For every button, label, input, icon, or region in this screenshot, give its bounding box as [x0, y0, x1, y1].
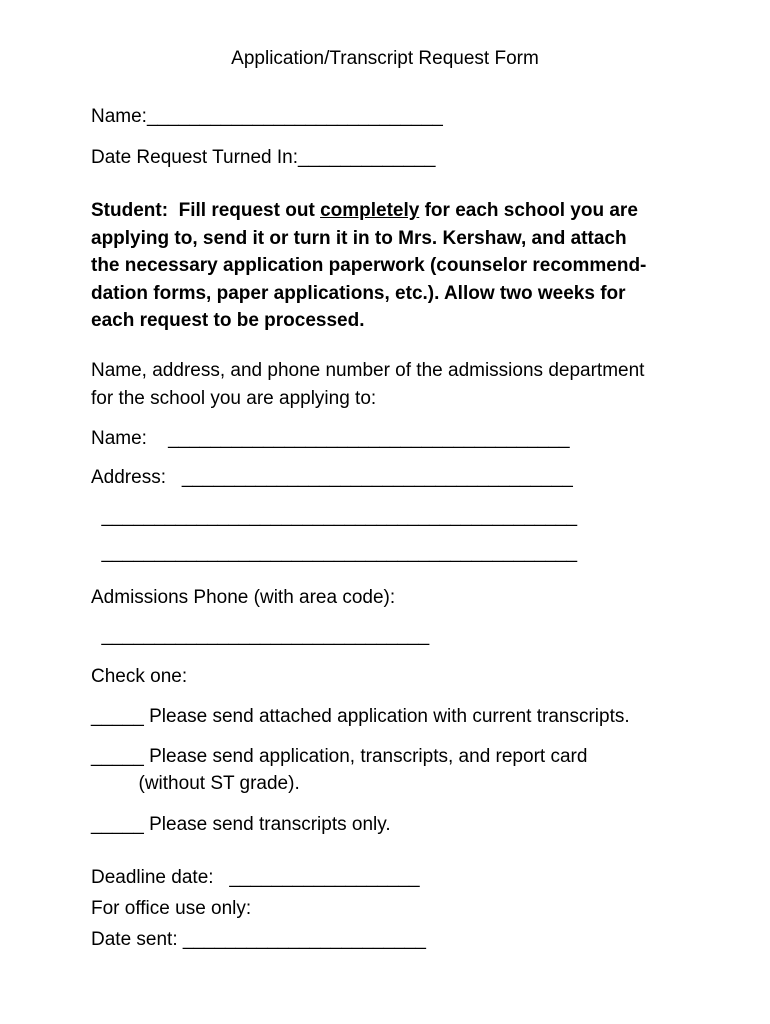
- address-field-2[interactable]: _____________________________________________: [91, 506, 578, 527]
- address-field-3[interactable]: _____________________________________________: [91, 542, 578, 563]
- instructions-prefix: Student: Fill request out: [91, 200, 321, 221]
- option-2-line-2: (without ST grade).: [91, 773, 300, 794]
- date-turned-in-field[interactable]: Date Request Turned In:_____________: [91, 147, 436, 168]
- check-one-label: Check one:: [91, 666, 188, 687]
- deadline-field[interactable]: Deadline date: __________________: [91, 867, 420, 888]
- office-use-label: For office use only:: [91, 898, 252, 919]
- option-3[interactable]: _____ Please send transcripts only.: [91, 814, 391, 835]
- school-name-field[interactable]: Name: ______________________________________: [91, 428, 570, 449]
- name-field[interactable]: Name:____________________________: [91, 106, 443, 127]
- option-2-line-1[interactable]: _____ Please send application, transcripts, and report card: [91, 746, 588, 767]
- admissions-intro-line-1: Name, address, and phone number of the admissions department: [91, 360, 645, 381]
- phone-label: Admissions Phone (with area code):: [91, 587, 396, 608]
- instructions-line-3: the necessary application paperwork (counselor recommend-: [91, 255, 647, 276]
- address-field-1[interactable]: Address: _____________________________________: [91, 467, 573, 488]
- instructions-line-5: each request to be processed.: [91, 310, 365, 331]
- instructions-line-2: applying to, send it or turn it in to Mrs. Kershaw, and attach: [91, 227, 627, 249]
- instructions-emphasis: completely: [320, 200, 420, 221]
- date-sent-field[interactable]: Date sent: _______________________: [91, 929, 426, 950]
- page-title: Application/Transcript Request Form: [231, 48, 539, 69]
- admissions-intro-line-2: for the school you are applying to:: [91, 388, 377, 409]
- phone-field[interactable]: _______________________________: [91, 625, 430, 646]
- option-1[interactable]: _____ Please send attached application with current transcripts.: [91, 706, 630, 727]
- instructions-line-1: [91, 197, 701, 225]
- instructions-line-4: dation forms, paper applications, etc.). Allow two weeks for: [91, 282, 626, 304]
- instructions-line1-suffix: for each school you are: [419, 200, 638, 221]
- student-instructions: [91, 197, 701, 335]
